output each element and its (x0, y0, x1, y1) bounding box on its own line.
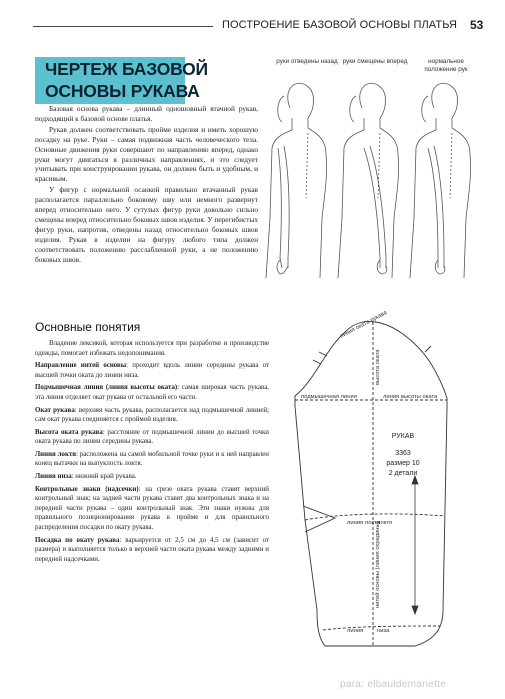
piece-name: РУКАВ (391, 433, 415, 440)
label-hem: низа (377, 628, 390, 634)
label-underarm-right: линия высоты оката (383, 394, 438, 400)
label-elbow-right: локтя (377, 520, 393, 526)
intro-text (35, 104, 258, 266)
page-number: 53 (470, 18, 484, 32)
mannequin-figures (262, 78, 482, 290)
section-title-line-1: ЧЕРТЕЖ БАЗОВОЙ (45, 59, 208, 79)
label-arms-back: руки отведены назад (276, 58, 338, 65)
term-underarm-line: Подмышечная линия (линия высоты оката): самая широкая часть рукава, эта линия отделяет окат рукава от остальной его части. (35, 384, 269, 401)
label-hem-line: линия (347, 628, 364, 634)
elbow-dart (303, 506, 335, 532)
concepts-text (35, 339, 269, 567)
term-notches: Контрольные знаки (надсечки): на срезе оката рукава ставят верхний контрольный знак; на задней части рукава ставят два контрольных знака и на передней части рукава – один контрольный знак. Эти знаки нужны для правильного позиционирования рукава в пройме и для правильного распределения посадки по окату рукава. (35, 485, 269, 531)
term-elbow-line: Линия локтя: расположена на самой мобильной точке руки и к ней направлен конец вытачки на выпуклость локтя. (35, 450, 269, 468)
intro-paragraph: Базовая основа рукава – длинный одношовный втачной рукав, подходящий к базовой основе платья. (35, 104, 258, 123)
section-title-box (35, 57, 208, 104)
sleeve-pattern-diagram (275, 310, 470, 670)
label-arms-forward: руки смещены вперед (342, 58, 408, 65)
sleeve-outline (295, 321, 447, 646)
label-cap-line: линия оката рукава (339, 310, 389, 340)
mannequin-arms-normal (410, 83, 471, 278)
piece-size: размер 10 (386, 460, 420, 467)
term-cap-ease: Посадка по окату рукава: варьируется от 2,5 см до 4,5 см (зависит от размера) и выполняется только в верхней части оката рукава между задними и передней надсечками. (35, 536, 269, 563)
piece-code: 3363 (395, 450, 411, 457)
section-title-line-2: ОСНОВЫ РУКАВА (45, 81, 200, 101)
header-title: ПОСТРОЕНИЕ БАЗОВОЙ ОСНОВЫ ПЛАТЬЯ (222, 19, 458, 31)
label-underarm-left: подмышечная линия (301, 394, 357, 400)
mannequin-arms-forward (338, 83, 399, 278)
intro-paragraph: У фигур с нормальной осанкой правильно втачанный рукав располагается параллельно боковому шву или немного развернут вперед относительно него. У сутулых фигур руки довольно сильно смещены вперед относительно боковых швов изделия. У перегибистых фигур руки, напротив, отведены назад относительно боковых швов изделия. Рукав в изделии на фигуру любого типа должен соответствовать положению расслабленной руки, а не положению боковых швов. (35, 185, 258, 264)
watermark: para: elbauldemariette (340, 679, 447, 690)
header-rule (33, 26, 213, 27)
label-elbow-left: линия локтя (347, 520, 380, 526)
mannequin-arms-back (266, 83, 327, 278)
term-sleeve-cap: Окат рукава: верхняя часть рукава, располагается над подмышечной линией; сам окат рукава соединяется с проймой изделия. (35, 406, 269, 424)
intro-paragraph: Рукав должен соответствовать пройме изделия и иметь хорошую посадку на руке. Руки – самая подвижная часть человеческого тела. Основные движения руки совершают по направлению вперед, однако руки могут двигаться в различных направлениях, и это следует учитывать при конструировании рукава, он должен быть и удобным, и красивым. (35, 124, 258, 184)
concepts-intro: Владение лексикой, которая используется при разработке и производстве одежды, помогает избежать недопонимания. (35, 340, 269, 357)
term-grain-line: Направление нитей основы: проходит вдоль линии середины рукава от высшей точки оката до линии низа. (35, 362, 269, 379)
label-grain-line: нитей основы (линия середины) (375, 521, 381, 608)
label-cap-height: высота оката (375, 349, 381, 385)
piece-count: 2 детали (388, 470, 418, 477)
term-cap-height: Высота оката рукава: расстояние от подмышечной линии до высшей точки оката рукава по линии середины рукава. (35, 428, 269, 446)
concepts-heading: Основные понятия (35, 320, 141, 334)
label-arms-normal: нормальное положение рук (424, 58, 468, 73)
page-header (0, 18, 505, 34)
term-hem-line: Линия низа: нижний край рукава. (35, 473, 137, 481)
